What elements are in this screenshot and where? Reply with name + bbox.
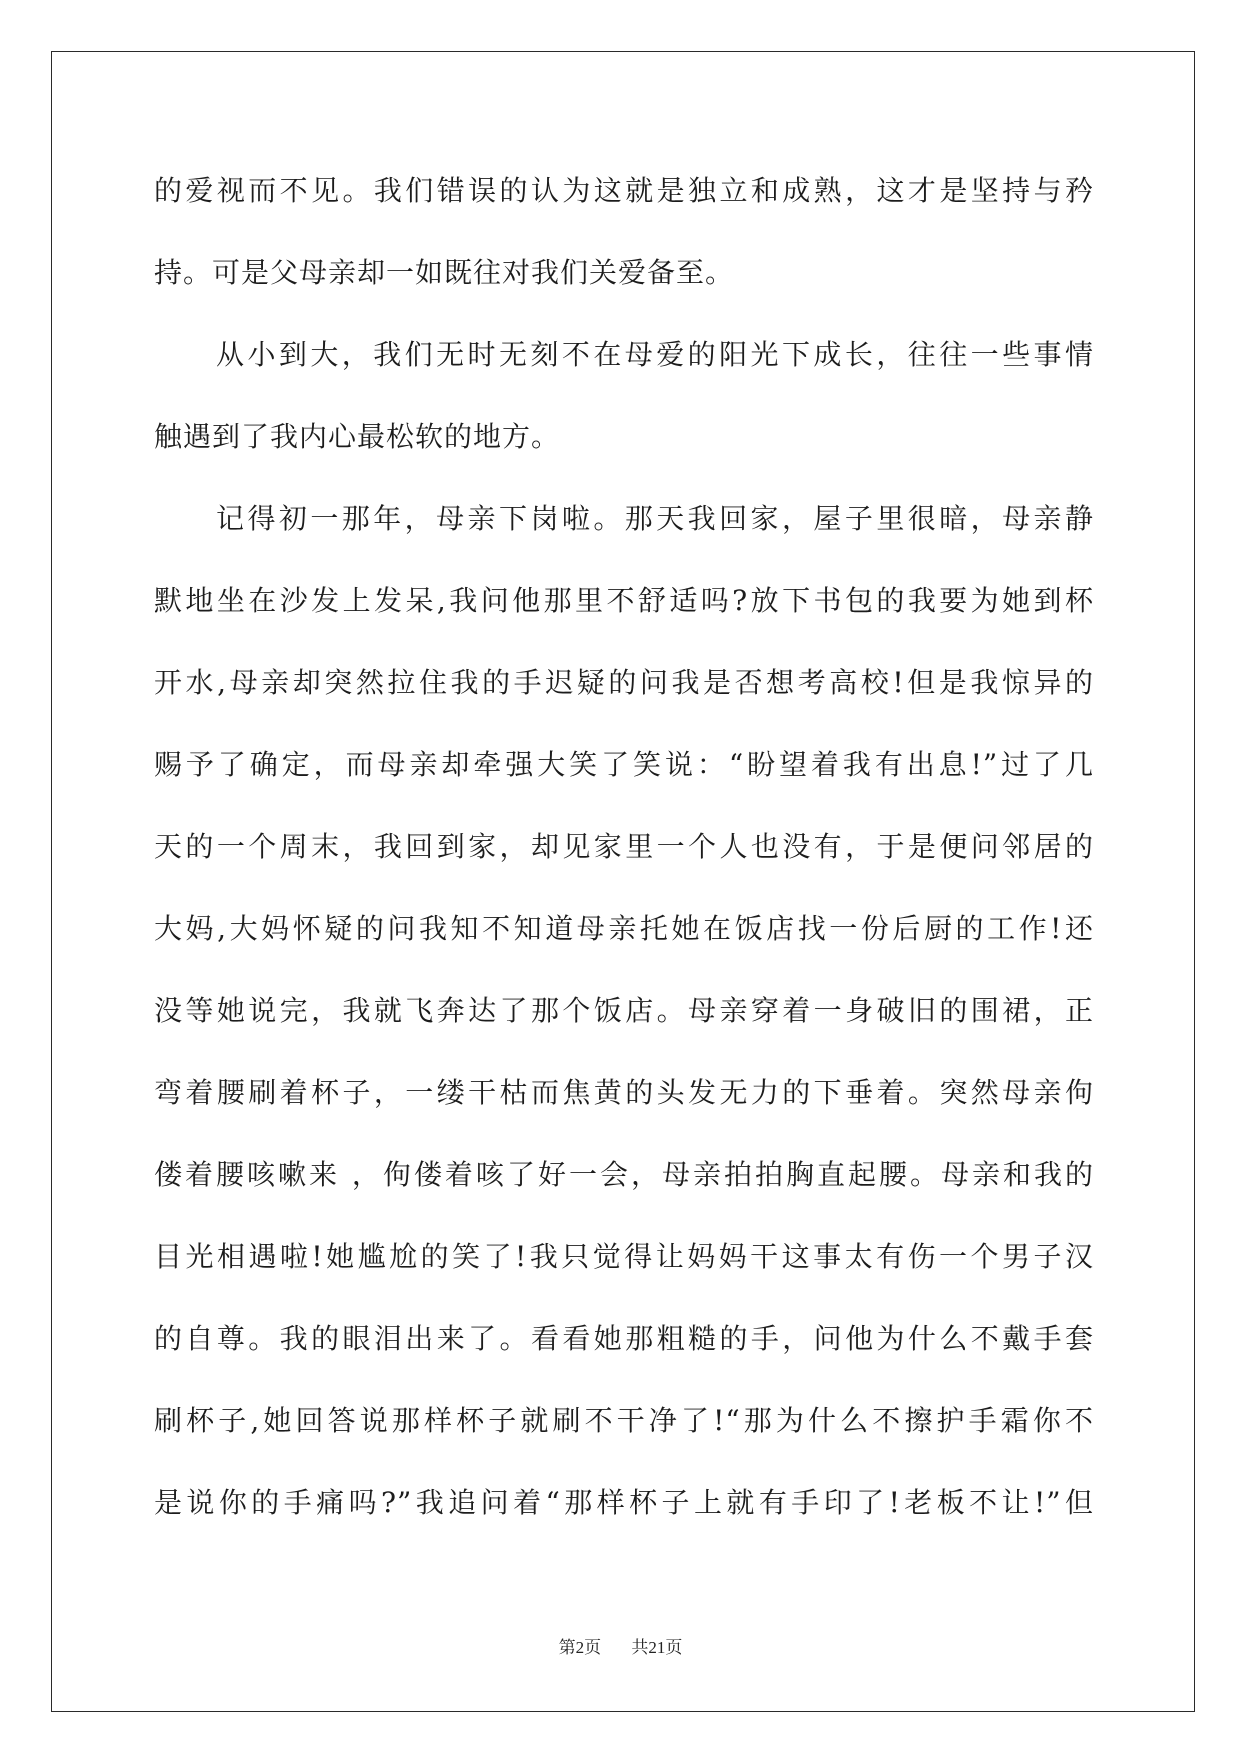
page-footer — [0, 1636, 1241, 1660]
page-total: 共21页 — [631, 1638, 683, 1657]
text-line: 是说你的手痛吗?”我追问着“那样杯子上就有手印了!老板不让!”但 — [154, 1486, 1094, 1519]
text-line: 从小到大，我们无时无刻不在母爱的阳光下成长，往往一些事情 — [216, 338, 1094, 371]
text-line: 的自尊。我的眼泪出来了。看看她那粗糙的手，问他为什么不戴手套 — [154, 1322, 1094, 1355]
text-line: 触遇到了我内心最松软的地方。 — [154, 420, 561, 453]
text-line: 赐予了确定，而母亲却牵强大笑了笑说：“盼望着我有出息!”过了几 — [154, 748, 1094, 781]
paragraph — [154, 314, 1094, 478]
paragraph — [154, 150, 1094, 314]
text-line: 大妈,大妈怀疑的问我知不知道母亲托她在饭店找一份后厨的工作!还 — [154, 912, 1094, 945]
text-line: 偻着腰咳嗽来 ，佝偻着咳了好一会，母亲拍拍胸直起腰。母亲和我的 — [154, 1158, 1094, 1191]
text-line: 持。可是父母亲却一如既往对我们关爱备至。 — [154, 256, 735, 289]
text-line: 没等她说完，我就飞奔达了那个饭店。母亲穿着一身破旧的围裙，正 — [154, 994, 1094, 1027]
paragraph — [154, 478, 1094, 1544]
text-line: 的爱视而不见。我们错误的认为这就是独立和成熟，这才是坚持与矜 — [154, 174, 1094, 207]
text-line: 刷杯子,她回答说那样杯子就刷不干净了!“那为什么不擦护手霜你不 — [154, 1404, 1094, 1437]
text-line: 天的一个周末，我回到家，却见家里一个人也没有，于是便问邻居的 — [154, 830, 1094, 863]
text-line: 默地坐在沙发上发呆,我问他那里不舒适吗?放下书包的我要为她到杯 — [154, 584, 1094, 617]
text-line: 弯着腰刷着杯子，一缕干枯而焦黄的头发无力的下垂着。突然母亲佝 — [154, 1076, 1094, 1109]
text-line: 开水,母亲却突然拉住我的手迟疑的问我是否想考高校!但是我惊异的 — [154, 666, 1094, 699]
text-line: 记得初一那年，母亲下岗啦。那天我回家，屋子里很暗，母亲静 — [216, 502, 1094, 535]
document-body — [154, 150, 1094, 1544]
page-number: 第2页 — [558, 1638, 602, 1657]
text-line: 目光相遇啦!她尴尬的笑了!我只觉得让妈妈干这事太有伤一个男子汉 — [154, 1240, 1094, 1273]
